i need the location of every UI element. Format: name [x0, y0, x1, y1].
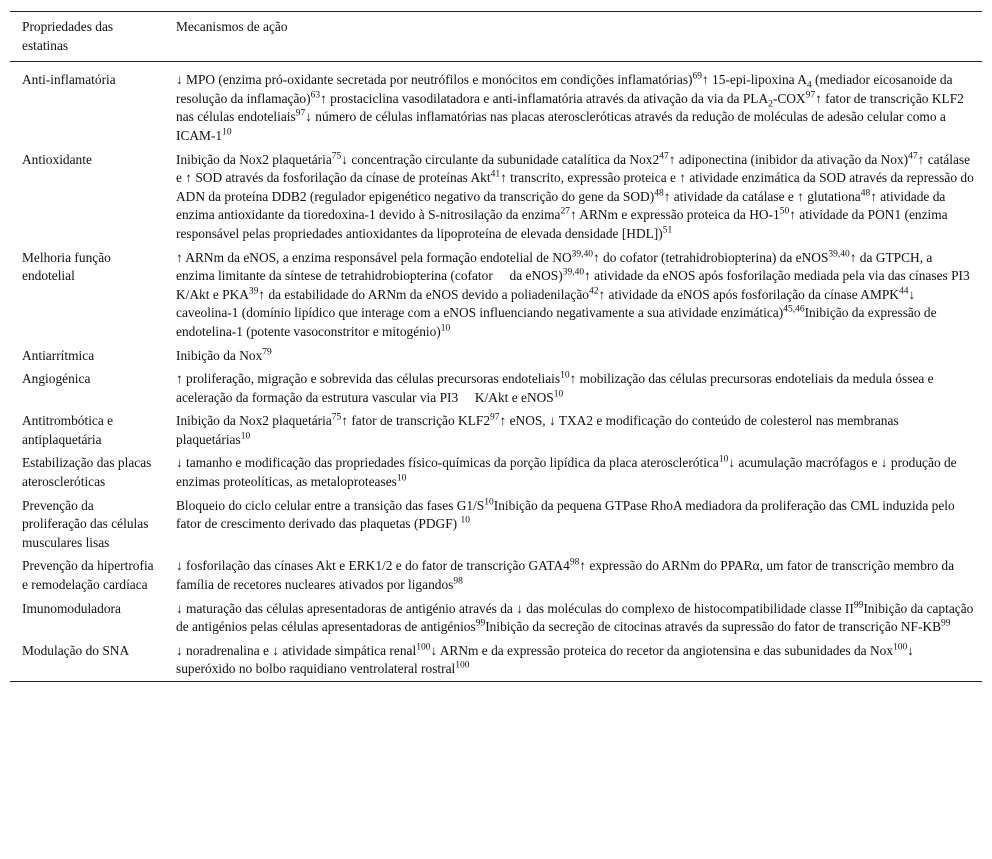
- reference-superscript: 75: [331, 151, 342, 162]
- mechanism-text: ↑ prostaciclina vasodilatadora e anti-inflamatória através da ativação da via da PLA: [320, 90, 769, 106]
- property-cell: Prevenção da hipertrofia e remodelação cardíaca: [22, 558, 154, 593]
- table-row: [10, 367, 982, 409]
- mechanism-text: ↓ noradrenalina e ↓ atividade simpática renal: [176, 642, 417, 658]
- mechanism-cell: [168, 597, 982, 639]
- mechanism-text: (mediador eicosanoide da resolução da inflamação): [176, 72, 956, 106]
- statins-properties-table: [10, 11, 987, 682]
- reference-superscript: 69: [692, 71, 702, 82]
- reference-superscript: 10: [560, 370, 570, 381]
- subscript: 2: [768, 99, 773, 110]
- mechanism-text: -COX: [772, 90, 806, 106]
- mechanism-text: ↑ proliferação, migração e sobrevida das células precursoras endoteliais: [176, 371, 561, 387]
- mechanism-cell: [168, 246, 987, 344]
- mechanism-text: Inibição da Nox: [176, 347, 263, 363]
- mechanism-text: ↓ caveolina-1 (domínio lipídico que interage com a eNOS influenciando negativamente a sua atividade enzimática): [176, 286, 919, 321]
- reference-superscript: 48: [860, 188, 871, 199]
- reference-superscript: 10: [718, 455, 729, 465]
- reference-superscript: 47: [908, 151, 918, 162]
- mechanism-text: Inibição da captação de antigénios pelas células apresentadoras de antigénios: [176, 600, 977, 635]
- mechanism-text: ↑ da estabilidade do ARNm da eNOS devido a poliadenilação: [258, 286, 589, 302]
- mechanism-text: ↓ tamanho e modificação das propriedades físico-químicas da porção lipídica da placa aterosclerótica: [176, 455, 719, 471]
- mechanism-cell: [168, 639, 982, 682]
- reference-superscript: 63: [310, 90, 321, 101]
- mechanism-text: ↑ adiponectina (inibidor da ativação da Nox): [668, 151, 909, 167]
- mechanism-cell: [168, 148, 982, 246]
- mechanism-cell: [168, 409, 982, 451]
- mechanism-cell: [168, 367, 982, 409]
- mechanism-text: ↑ catálase e ↑ SOD através da fosforilação da cínase de proteínas Akt: [176, 151, 974, 186]
- reference-superscript: 100: [455, 660, 470, 671]
- mechanism-text: Inibição da pequena GTPase RhoA mediadora da proliferação das CML induzida pelo fator de crescimento derivado das plaquetas (PDGF): [176, 497, 959, 532]
- header-mechanisms: Mecanismos de ação: [168, 12, 982, 62]
- mechanism-text: ↑ ARNm da eNOS, a enzima responsável pela formação endotelial de NO: [176, 249, 572, 265]
- reference-superscript: 50: [779, 206, 790, 217]
- mechanism-text: ↓ maturação das células apresentadoras de antigénio através da ↓ das moléculas do complexo de histocompatibilidade classe II: [176, 600, 854, 616]
- mechanism-text: ↓ MPO (enzima pró-oxidante secretada por neutrófilos e monócitos em condições inflamatórias): [176, 72, 693, 88]
- mechanism-cell: [168, 451, 982, 493]
- reference-superscript: 99: [853, 600, 864, 611]
- mechanism-text: ↑ da GTPCH, a enzima limitante da síntese de tetrahidrobiopterina (cofator da eNOS): [176, 249, 936, 284]
- table-row: [10, 554, 982, 596]
- reference-superscript: 10: [222, 127, 232, 138]
- table-row: [10, 409, 982, 451]
- reference-superscript: 79: [262, 347, 272, 358]
- reference-superscript: 10: [484, 497, 494, 508]
- reference-superscript: 47: [659, 151, 669, 162]
- mechanism-text: ↑ fator de transcrição KLF2: [341, 413, 491, 429]
- subscript: 4: [806, 80, 812, 91]
- reference-superscript: 10: [240, 431, 251, 442]
- table-row: [10, 494, 982, 555]
- mechanism-text: ↓ fosforilação das cínases Akt e ERK1/2 e do fator de transcrição GATA4: [176, 558, 570, 574]
- table-row: [10, 639, 982, 682]
- reference-superscript: 10: [460, 515, 470, 526]
- property-cell: Melhoria função endotelial: [22, 249, 111, 284]
- mechanism-text: ↑ do cofator (tetrahidrobiopterina) da eNOS: [593, 249, 829, 265]
- mechanism-text: ↑ ARNm e expressão proteica da HO-1: [569, 207, 780, 223]
- mechanism-text: Inibição da secreção de citocinas através da supressão do fator de transcrição NF-KB: [485, 619, 942, 635]
- reference-superscript: 44: [898, 286, 909, 297]
- table-row: [10, 597, 982, 639]
- reference-superscript: 39,40: [562, 267, 585, 278]
- header-properties: Propriedades das estatinas: [10, 12, 168, 62]
- property-cell: Modulação do SNA: [22, 642, 130, 658]
- mechanism-text: ↓ ARNm e da expressão proteica do recetor da angiotensina e das subunidades da Nox: [430, 642, 894, 658]
- table-row: [10, 148, 982, 246]
- reference-superscript: 39,40: [571, 249, 594, 260]
- mechanism-cell: [168, 554, 982, 596]
- reference-superscript: 48: [654, 188, 664, 199]
- reference-superscript: 100: [416, 642, 431, 653]
- reference-superscript: 10: [553, 389, 564, 400]
- mechanism-text: Inibição da Nox2 plaquetária: [176, 151, 332, 167]
- table-header-row: [10, 12, 982, 62]
- reference-superscript: 10: [440, 323, 451, 334]
- property-cell: Antioxidante: [22, 151, 92, 167]
- mechanism-text: ↓ número de células inflamatórias nas placas ateroscleróticas através da redução de moléculas de adesão celular como a ICAM-1: [176, 109, 950, 143]
- reference-superscript: 97: [805, 90, 816, 101]
- mechanism-text: ↓ acumulação macrófagos e ↓ produção de enzimas proteolíticas, as metaloproteases: [176, 455, 960, 490]
- reference-superscript: 99: [941, 618, 951, 629]
- mechanism-text: Inibição da expressão de endotelina-1 (potente vasoconstritor e mitogénio): [176, 305, 940, 339]
- mechanism-text: ↑ transcrito, expressão proteica e ↑ atividade enzimática da SOD através da repressão do ADN da proteína DDB2 (regulador epigenético negativo da transcrição do gene da SOD): [176, 170, 977, 204]
- property-cell: Angiogénica: [22, 371, 91, 387]
- property-cell: Imunomoduladora: [22, 600, 121, 616]
- property-cell: Prevenção da proliferação das células musculares lisas: [22, 497, 149, 550]
- mechanism-text: ↓ superóxido no bolbo raquidiano ventrolateral rostral: [176, 642, 918, 677]
- mechanism-text: ↑ 15-epi-lipoxina A: [702, 72, 807, 88]
- mechanism-cell: [168, 494, 982, 555]
- mechanism-text: ↑ mobilização das células precursoras endoteliais da medula óssea e aceleração da formação da estrutura vascular via PI3 K/Akt e eNOS: [176, 371, 937, 405]
- mechanism-cell: [168, 62, 982, 148]
- table-row: [10, 344, 982, 368]
- table-body: [10, 62, 987, 682]
- mechanism-cell: [168, 344, 982, 368]
- table-row: [10, 451, 982, 493]
- reference-superscript: 10: [396, 473, 407, 484]
- reference-superscript: 75: [331, 412, 342, 423]
- reference-superscript: 42: [589, 286, 599, 297]
- reference-superscript: 41: [490, 169, 501, 180]
- property-cell: Antitrombótica e antiplaquetária: [22, 413, 114, 447]
- reference-superscript: 100: [893, 642, 908, 653]
- property-cell: Antiarrítmica: [22, 347, 95, 363]
- table-row: [10, 246, 982, 344]
- reference-superscript: 97: [490, 412, 500, 423]
- mechanism-text: ↑ atividade da eNOS após fosforilação da cínase AMPK: [598, 286, 899, 302]
- reference-superscript: 39,40: [828, 249, 850, 260]
- mechanism-text: ↑ eNOS, ↓ TXA2 e modificação do conteúdo de colesterol nas membranas plaquetárias: [176, 413, 903, 447]
- table-row: [10, 62, 982, 148]
- mechanism-text: Inibição da Nox2 plaquetária: [176, 413, 332, 429]
- mechanism-text: ↓ concentração circulante da subunidade catalítica da Nox2: [341, 151, 660, 167]
- reference-superscript: 27: [560, 206, 570, 217]
- reference-superscript: 51: [662, 225, 673, 236]
- reference-superscript: 45,46: [783, 304, 805, 315]
- reference-superscript: 98: [569, 557, 580, 568]
- mechanism-text: Bloqueio do ciclo celular entre a transição das fases G1/S: [176, 497, 485, 513]
- mechanism-text: ↑ expressão do ARNm do PPARα, um fator de transcrição membro da família de recetores nucleares ativados por ligandos: [176, 558, 958, 593]
- reference-superscript: 99: [475, 618, 486, 629]
- mechanism-text: ↑ atividade da PON1 (enzima responsável pelas propriedades antioxidantes da lipoproteína de elevada densidade [HDL]): [176, 207, 951, 241]
- property-cell: Estabilização das placas ateroscleróticas: [22, 455, 152, 490]
- mechanism-text: ↑ atividade da eNOS após fosforilação mediada pela via das cínases PI3 K/Akt e PKA: [176, 268, 987, 302]
- reference-superscript: 98: [453, 576, 463, 587]
- mechanism-text: ↑ atividade da enzima antioxidante da tioredoxina-1 devido à S-nitrosilação da enzima: [176, 188, 949, 223]
- reference-superscript: 97: [295, 108, 306, 119]
- mechanism-text: ↑ fator de transcrição KLF2 nas células endoteliais: [176, 90, 968, 125]
- reference-superscript: 39: [248, 286, 259, 297]
- property-cell: Anti-inflamatória: [22, 72, 116, 88]
- mechanism-text: ↑ atividade da catálase e ↑ glutationa: [663, 188, 861, 204]
